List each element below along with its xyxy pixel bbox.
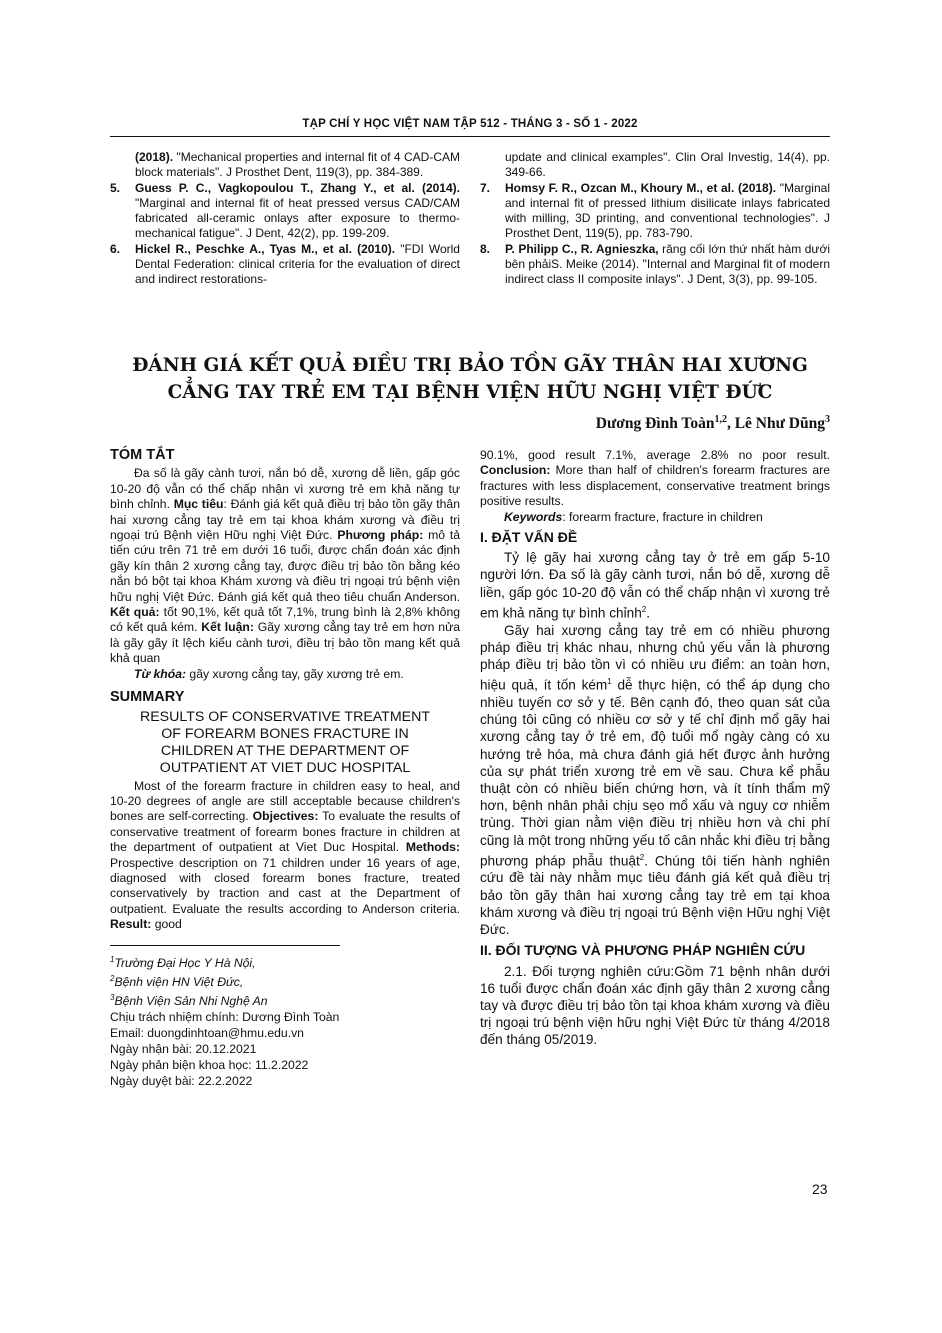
title-line-2: CẲNG TAY TRẺ EM TẠI BỆNH VIỆN HỮU NGHỊ VIỆT ĐỨC	[167, 382, 773, 403]
references-right	[480, 150, 830, 288]
abstract-heading: TÓM TẮT	[110, 447, 175, 463]
abstract-vi-text: Đa số là gãy cành tươi, nắn bó dễ, xương dễ liền, gấp góc 10-20 độ vẫn có thể chấp nhận vì xương trẻ em khả năng tự bình chỉnh. Mục tiêu: Đánh giá kết quả điều trị bảo tồn gãy thân hai xương cẳng tay trẻ em tại khoa khám xương và điều trị ngoại trú Bệnh viện Hữu nghị Việt Đức. Phương pháp: mô tả tiến cứu trên 71 trẻ em dưới 16 tuổi, được chẩn đoán xác định gãy kín thân 2 xương cẳng tay, được điều trị bảo tồn bằng kéo nắn bó bột tại khoa Khám xương và điều trị ngoại trú bệnh viện hữu nghị Việt Đức. Đánh giá kết quả theo tiêu chuẩn Anderson. Kết quả: tốt 90,1%, kết quả tốt 7,1%, trung bình là 2,8% không có kết quả kém. Kết luận: Gãy xương cẳng tay trẻ em hơn nửa là gãy gãy ít lệch kiểu cành tươi, điều trị bảo tồn mang kết quả khả quan	[110, 466, 460, 666]
section-2-paragraph: 2.1. Đối tượng nghiên cứu:Gồm 71 bệnh nhân dưới 16 tuổi được chẩn đoán xác định gãy thân 2 xương cẳng tay và được điều trị bảo tồn tại khoa khám xương và điều trị ngoại trú bệnh viện hữu nghị Việt Đức từ tháng 4/2018 đến tháng 05/2019.	[480, 963, 830, 1048]
keywords-vi: Từ khóa: gãy xương cẳng tay, gãy xương trẻ em.	[134, 666, 404, 681]
email: Email: duongdinhtoan@hmu.edu.vn	[110, 1025, 304, 1040]
affiliation-2: $^2$Bệnh viện HN Việt Đức,	[110, 973, 244, 989]
authors: Dương Đình Toàn$^{1,2}$, Lê Như Dũng$^3$	[595, 414, 830, 433]
title-line-1: ĐÁNH GIÁ KẾT QUẢ ĐIỀU TRỊ BẢO TỒN GÃY THÂN HAI XƯƠNG	[132, 355, 808, 376]
summary-heading: SUMMARY	[110, 689, 185, 706]
references-left	[110, 150, 460, 288]
header-rule	[110, 136, 830, 137]
reference-item: (2018). "Mechanical properties and internal fit of 4 CAD-CAM block materials". J Prosthet Dent, 119(3), pp. 384-389.	[135, 150, 460, 180]
reference-item: 6. Hickel R., Peschke A., Tyas M., et al. (2010). "FDI World Dental Federation: clinical criteria for the evaluation of direct and indirect restorations-	[110, 241, 460, 287]
affiliation-3: $^3$Bệnh Viện Sản Nhi Nghệ An	[110, 992, 268, 1008]
journal-header: TẠP CHÍ Y HỌC VIỆT NAM TẬP 512 - THÁNG 3 - SỐ 1 - 2022	[302, 118, 638, 130]
section-2-heading: II. ĐỐI TƯỢNG VÀ PHƯƠNG PHÁP NGHIÊN CỨU	[480, 942, 806, 959]
date-accepted: Ngày duyệt bài: 22.2.2022	[110, 1073, 253, 1088]
reference-item: 5. Guess P. C., Vagkopoulou T., Zhang Y., et al. (2014). "Marginal and internal fit of heat pressed versus CAD/CAM fabricated all-ceramic onlays after exposure to thermo-mechanical fatigue". J Dent, 42(2), pp. 199-209.	[110, 180, 460, 241]
keywords-en: Keywords: forearm fracture, fracture in children	[504, 509, 763, 524]
section-1-paragraph-1: Tỷ lệ gãy hai xương cẳng tay ở trẻ em gấp 5-10 người lớn. Đa số là gãy cành tươi, nắn bó dễ, xương dễ liền, gấp góc 10-20 độ vẫn có thể chấp nhận vì xương trẻ em khả năng tự bình chỉnh$^2$.	[480, 550, 830, 621]
summary-text: Most of the forearm fracture in children easy to heal, and 10-20 degrees of angle are still acceptable because children's bones are self-correcting. Objectives: To evaluate the results of conservative treatment of forearm bones fracture in children at the department of outpatient at Viet Duc Hospital. Methods: Prospective description on 71 children under 16 years of age, diagnosed with closed forearm bones fracture, treated conservatively by traction and cast at the Department of outpatient. Evaluate the results according to Anderson criteria. Result: good	[110, 778, 460, 932]
article-title	[110, 352, 830, 406]
date-received: Ngày nhận bài: 20.12.2021	[110, 1041, 257, 1056]
reference-item: 8. P. Philipp C., R. Agnieszka, răng cối lớn thứ nhất hàm dưới bên phảiS. Meike (2014). "Internal and Marginal fit of modern indirect class II composite inlays". J Dent, 3(3), pp. 99-105.	[480, 241, 830, 287]
responsible-author: Chịu trách nhiệm chính: Dương Đình Toàn	[110, 1009, 340, 1024]
date-reviewed: Ngày phản biện khoa học: 11.2.2022	[110, 1057, 309, 1072]
section-1-heading: I. ĐẶT VẤN ĐỀ	[480, 529, 578, 546]
section-1-paragraph-2: Gãy hai xương cẳng tay trẻ em có nhiều phương pháp điều trị khác nhau, nhưng chủ yếu vẫn là phương pháp điều trị bảo tồn vì có nhiều ưu điểm: an toàn hơn, hiệu quả, ít tốn kém$^1$ dễ thực hiện, có thể áp dụng cho nhiều tuyến cơ sở y tế. Bên cạnh đó, theo quan sát của chúng tôi cũng có nhiều cơ sở y tế chỉ định mổ gãy hai xương cẳng tay ở trẻ em, độ tuổi mổ ngày càng có xu hướng trẻ hóa, mà chưa đánh giá hết được ảnh hưởng của sự phát triển xương trẻ em về sau. Chưa kể phẫu thuật còn có nhiều biến chứng hơn, và ít tính thẩm mỹ hơn, bệnh nhân phải chịu sẹo mổ xấu và nguy cơ nhiễm trùng. Thời gian nằm viện điều trị nhiều hơn và chi phí cũng là một trong những yếu tố cân nhắc khi điều trị bằng phương pháp phẫu thuật$^2$. Chúng tôi tiến hành nghiên cứu đề tài này nhằm mục tiêu đánh giá kết quả điều trị bảo tồn gãy thân hai xương cẳng tay trẻ em tại khoa khám xương và điều trị ngoại trú Bệnh viện Hữu nghị Việt Đức.	[480, 622, 830, 938]
left-column	[110, 448, 460, 1089]
summary-text-continued: 90.1%, good result 7.1%, average 2.8% no poor result. Conclusion: More than half of children's forearm fractures are fractures with less displacement, conservative treatment brings positive results.	[480, 448, 830, 509]
footnote-rule	[110, 945, 340, 946]
page-number: 23	[812, 1181, 828, 1197]
reference-item: update and clinical examples". Clin Oral Investig, 14(4), pp. 349-66.	[505, 150, 830, 180]
reference-item: 7. Homsy F. R., Ozcan M., Khoury M., et al. (2018). "Marginal and internal fit of pressed lithium disilicate inlays fabricated with milling, 3D printing, and conventional technologies". J Prosthet Dent, 119(5), pp. 783-790.	[480, 180, 830, 241]
right-column	[480, 448, 830, 1049]
affiliation-1: $^1$Trường Đại Học Y Hà Nội,	[110, 954, 256, 970]
summary-title: RESULTS OF CONSERVATIVE TREATMENT OF FOREARM BONES FRACTURE IN CHILDREN AT THE DEPARTMENT OF OUTPATIENT AT VIET DUC HOSPITAL	[139, 708, 431, 776]
